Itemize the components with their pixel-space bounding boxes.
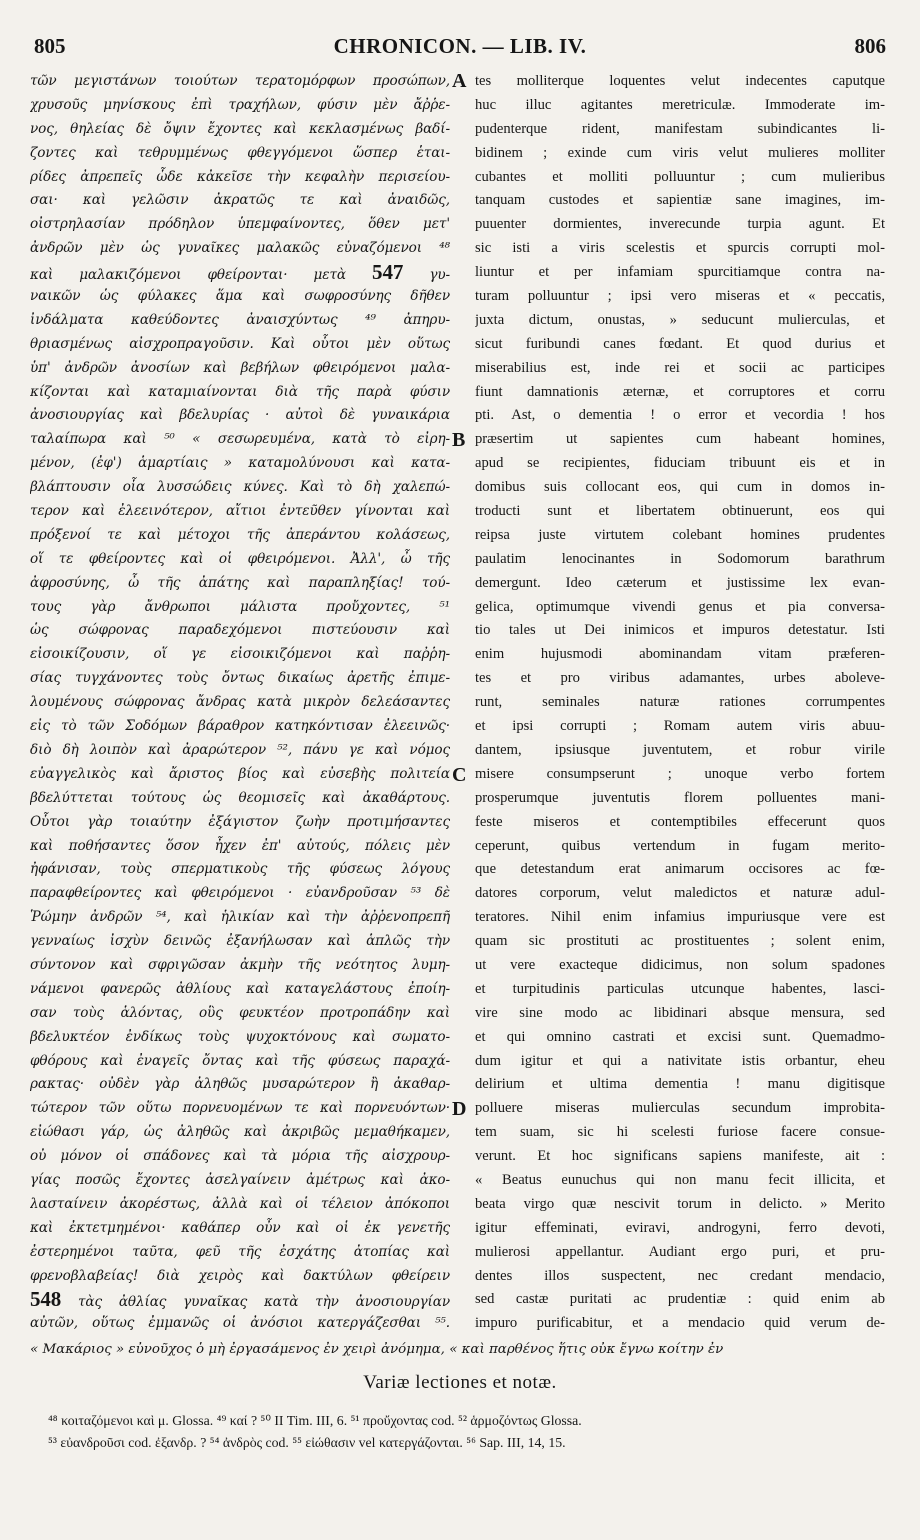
greek-text-line: βδελυκτέον ἐνδίκως τοὺς ψυχοκτόνους καὶ σωματο-: [30, 1028, 450, 1045]
latin-text-line: datores corporum, velut maledictos et naturæ adul-: [475, 885, 885, 902]
greek-text-line: ρακτας· οὐδὲν γὰρ ἀληθῶς μυσαρώτερον ἢ ἀκαθαρ-: [30, 1076, 450, 1093]
greek-text-line: ταλαίπωρα καὶ ⁵⁰ « σεσωρευμένα, κατὰ τὸ εἰρη-: [30, 431, 450, 448]
greek-text-line: διὸ δὴ λοιπὸν καὶ ἀραρώτερον ⁵², πάνυ γε καὶ νόμος: [30, 741, 450, 758]
latin-text-line: fiunt damnationis æternæ, et corruptores et corru: [475, 383, 885, 400]
greek-text-line: καὶ μαλακιζόμενοι φθείρονται· μετὰ 547 γυ-: [30, 261, 450, 285]
page-number-right: 806: [854, 34, 886, 58]
greek-text-line: σαι· καὶ γελῶσιν ἀκρατῶς τε καὶ ἀναιδῶς,: [30, 192, 450, 209]
greek-text-line: ναικῶν ὡς φύλακες ἅμα καὶ σωφροσύνης δῆθεν: [30, 288, 450, 305]
greek-text-line: βδελύττεται τούτους ὡς θεομισεῖς καὶ ἀκαθάρτους.: [30, 789, 450, 806]
latin-text-line: dentes illos suspectent, nec credant mendacio,: [475, 1267, 885, 1284]
latin-text-line: runt, seminales naturæ rationes corrumpentes: [475, 694, 885, 711]
greek-text-line: τώτερον τῶν οὕτω πορνευομένων τε καὶ πορνευόντων·: [30, 1100, 450, 1117]
latin-text-line: tes molliterque loquentes velut indecentes caputque: [475, 73, 885, 89]
greek-text-line: ὡς σώφρονας παραδεχόμενοι πιστεύουσιν καὶ: [30, 622, 450, 639]
greek-text-line: νος, θηλείας δὲ ὄψιν ἔχοντες καὶ κεκλασμένως βαδί-: [30, 120, 450, 137]
latin-text-line: paulatim lenocinantes in Sodomorum barathrum: [475, 550, 885, 567]
latin-text-line: apud se recipientes, fiduciam tribuunt eis et in: [475, 455, 885, 472]
greek-text-line: μένον, (ἐφ') ἁμαρτίαις » καταμολύνουσι καὶ κατα-: [30, 455, 450, 472]
latin-text-line: sic isti a viris scelestis et spurcis corrupti mol-: [475, 240, 885, 257]
latin-text-line: prosperumque juventutis florem polluentes mani-: [475, 789, 885, 806]
latin-text-line: gelica, optimumque vivendi genus et pia conversa-: [475, 598, 885, 615]
greek-text-line: οὐ μόνον οἱ σπάδονες καὶ τὰ μόρια τῆς αἰσχρουρ-: [30, 1148, 450, 1165]
latin-text-line: tanquam custodes et sapientiæ sane imagines, im-: [475, 192, 885, 209]
latin-text-line: polluere miseras mulierculas secundum improbita-: [475, 1100, 885, 1117]
greek-text-line: σύντονον καὶ σφριγῶσαν ἀκμὴν τῆς νεότητος λυμη-: [30, 956, 450, 973]
greek-text-line: γενναίως ἰσχὺν δεινῶς ἐξανήλωσαν καὶ ἁπλῶς τὴν: [30, 933, 450, 950]
greek-text-line: Ῥώμην ἀνδρῶν ⁵⁴, καὶ ἡλικίαν καὶ τὴν ἀῤῥενοπρεπῆ: [30, 909, 450, 926]
greek-text-line: εἰς τὸ τῶν Σοδόμων βάραθρον κατηκόντισαν ἐλεεινῶς·: [30, 718, 450, 735]
greek-text-line: πρόξενοί τε καὶ μέτοχοι τῆς ἀπεράντου κολάσεως,: [30, 526, 450, 543]
latin-text-line: teratores. Nihil enim infamius impuriusque vere est: [475, 909, 885, 926]
greek-text-line: κίζονται καὶ καταμιαίνονται διὰ τῆς παρὰ φύσιν: [30, 383, 450, 400]
latin-text-line: et turpitudinis particulas utcunque habentes, lasci-: [475, 980, 885, 997]
greek-text-line: εὐαγγελικὸς καὶ ἄριστος βίος καὶ εὐσεβὴς πολιτεία: [30, 765, 450, 782]
greek-text-line: καὶ ἐκτετμημένοι· καθάπερ οὖν καὶ οἱ ἐκ γενετῆς: [30, 1219, 450, 1236]
greek-text-line: ἀφροσύνης, ὦ τῆς ἀπάτης καὶ παραπληξίας! τού-: [30, 574, 450, 591]
latin-text-line: misere consumpserunt ; unoque verbo fortem: [475, 765, 885, 782]
latin-text-line: ceperunt, quibus vertendum in fugam merito-: [475, 837, 885, 854]
greek-text-line: τους γὰρ ἄνθρωποι μάλιστα προὔχοντες, ⁵¹: [30, 598, 450, 615]
latin-text-line: dantem, ipsiusque juventutem, et robur virile: [475, 741, 885, 758]
greek-text-line: 548 τὰς ἀθλίας γυναῖκας κατὰ τὴν ἀνοσιουργίαν: [30, 1288, 450, 1312]
latin-text-line: quam sic prostituti ac prostituentes ; solent enim,: [475, 933, 885, 950]
greek-text-line: ἀνοσιουργίας καὶ βδελυρίας · αὐτοὶ δὲ γυναικάρια: [30, 407, 450, 424]
greek-text-line: ρίδες ἀπρεπεῖς ὧδε κἀκεῖσε τὴν κεφαλὴν περισείου-: [30, 168, 450, 185]
greek-text-line: λασταίνειν ἀκορέστως, ἀλλὰ καὶ οἱ τέλειον ἀπόκοποι: [30, 1195, 450, 1212]
latin-text-line: vire sine modo ac libidinari absque mensura, sed: [475, 1004, 885, 1021]
greek-text-line: ἰνδάλματα καθεύδοντες ἀναισχύντως ⁴⁹ ἀπηρυ-: [30, 311, 450, 328]
latin-text-line: præsertim ut sapientes cum habeant homines,: [475, 431, 885, 448]
latin-text-line: tes et pro viribus adamantes, urbes aboleve-: [475, 670, 885, 687]
latin-text-line: dum igitur et qui a nativitate istis orbantur, eheu: [475, 1052, 885, 1069]
latin-text-line: pti. Ast, o dementia ! o error et vecordia ! hos: [475, 407, 885, 424]
column-number: 547: [372, 261, 404, 285]
page-header: [34, 34, 886, 62]
greek-text-line: σίας τυγχάνοντες τοὺς ὄντως δικαίως ἀρετῆς ἐπιμε-: [30, 670, 450, 687]
footnote-line: ⁵³ εὐανδροῦσι cod. ἐξανδρ. ? ⁵⁴ ἀνδρὸς cod. ⁵⁵ εἰώθασιν vel κατεργάζονται. ⁵⁶ Sap. III, 14, 15.: [48, 1435, 566, 1450]
latin-text-line: puuenter dormientes, inverecunde turpia agunt. Et: [475, 216, 885, 233]
notes-title: Variæ lectiones et notæ.: [363, 1372, 557, 1393]
section-marker-c: C: [452, 764, 467, 786]
greek-text-line: ἐστερημένοι ταῦτα, φεῦ τῆς ἐσχάτης ἀτοπίας καὶ: [30, 1243, 450, 1260]
greek-text-line: φθόρους καὶ ἐναγεῖς ὄντας καὶ τῆς φύσεως παραχά-: [30, 1052, 450, 1069]
latin-text-line: et ipsi corrupti ; Romam autem viris abuu-: [475, 718, 885, 735]
greek-text-line: φρενοβλαβείας! διὰ χειρὸς καὶ δακτύλων φθείρειν: [30, 1267, 450, 1284]
latin-text-line: miserabilius est, inde rei et socii ac participes: [475, 359, 885, 376]
column-number: 548: [30, 1288, 62, 1312]
greek-text-line: εἰώθασι γάρ, ὡς ἀληθῶς καὶ ἀκριβῶς μεμαθήκαμεν,: [30, 1124, 450, 1141]
greek-text-line: ἀνδρῶν μὲν ὡς γυναῖκες μαλακῶς εὐναζόμενοι ⁴⁸: [30, 240, 450, 257]
greek-text-line: αὐτῶν, οὕτως ἐμμανῶς οἱ ἀνόσιοι κατεργάζεσθαι ⁵⁵.: [30, 1315, 450, 1332]
greek-text-line: βλάπτουσιν οἷα λυσσώδεις κύνες. Καὶ τὸ δὴ χαλεπώ-: [30, 479, 450, 496]
greek-text-line: ὑπ' ἀνδρῶν ἀνοσίων καὶ βεβήλων φθειρόμενοι μαλα-: [30, 359, 450, 376]
latin-text-line: juxta dictum, onustas, » seducunt mulierculas, et: [475, 311, 885, 328]
page-number-left: 805: [34, 34, 66, 58]
latin-text-line: que detestandum erat animarum occisores ac fœ-: [475, 861, 885, 878]
latin-text-line: enim hujusmodi abominandam vitam præferen-: [475, 646, 885, 663]
latin-text-line: delirium et ultima dementia ! manu digitisque: [475, 1076, 885, 1093]
latin-text-line: huc illuc agitantes meretriculæ. Immoderate im-: [475, 96, 885, 113]
latin-text-line: liuntur et per infamiam spurcitiamque contra na-: [475, 264, 885, 281]
latin-text-line: bidinem ; exinde cum viris velut mulieres molliter: [475, 144, 885, 161]
latin-text-line: mulierosi appellantur. Audiant ergo puri, et pru-: [475, 1243, 885, 1260]
greek-text-line: παραφθείροντες καὶ φθειρόμενοι · εὐανδροῦσαν ⁵³ δὲ: [30, 885, 450, 902]
greek-text-line: γίας ποσῶς ἔχοντες ἀσελγαίνειν ἀμέτρως καὶ ἀκο-: [30, 1171, 450, 1188]
greek-text-line: τῶν μεγιστάνων τοιούτων τερατομόρφων προσώπων,: [30, 73, 450, 89]
footnotes: [48, 1410, 880, 1454]
greek-text-line: λουμένους σώφρονας ἄνδρας κατὰ μικρὸν δελεάσαντες: [30, 694, 450, 711]
running-title: CHRONICON. — LIB. IV.: [333, 34, 587, 58]
section-marker-d: D: [452, 1098, 467, 1120]
latin-text-line: turam polluuntur ; ipsi vero miseras et « peccatis,: [475, 288, 885, 305]
greek-text-line: εἰσοικίζουσιν, οἵ γε εἰσοικιζόμενοι καὶ παῤῥη-: [30, 646, 450, 663]
latin-text-line: « Beatus eunuchus qui non manu fecit illicita, et: [475, 1171, 885, 1188]
latin-text-line: pudenterque rident, manifestam subindicantes li-: [475, 120, 885, 137]
latin-text-line: reipsa juste virtutem colebant homines prudentes: [475, 526, 885, 543]
greek-text-line: ζοντες καὶ τεθρυμμένως φθεγγόμενοι ὥσπερ ἑται-: [30, 144, 450, 161]
latin-text-line: feste miseros et contemptibiles effecerunt quos: [475, 813, 885, 830]
greek-text-line: καὶ ποθήσαντες ὅσον ἦχεν ἐπ' αὐτούς, πόλεις μὲν: [30, 837, 450, 854]
latin-text-line: troducti sunt et libertatem obtinuerunt, eos qui: [475, 503, 885, 520]
footnote-line: ⁴⁸ κοιταζόμενοι καὶ μ. Glossa. ⁴⁹ καί ? ⁵⁰ II Tim. III, 6. ⁵¹ προὔχοντας cod. ⁵² ἁρμοζόντως Glossa.: [48, 1413, 582, 1428]
greek-text-line: οἰστρηλασίαν πρόδηλον ὑπεμφαίνοντες, ὅθεν μετ': [30, 216, 450, 233]
latin-text-line: sed castæ puritati ac prudentiæ : quid enim ab: [475, 1291, 885, 1308]
latin-text-line: demergunt. Ideo cæterum et justissime lex evan-: [475, 574, 885, 591]
latin-text-line: tio tales ut Dei inimicos et impuros detestatur. Isti: [475, 622, 885, 639]
latin-text-line: impuro purificabitur, et a mendacio quid verum de-: [475, 1315, 885, 1332]
latin-text-line: tem suam, sic hi scelesti furiose facere consue-: [475, 1124, 885, 1141]
greek-text-line: νάμενοι φανερῶς ἀθλίους καὶ καταγελάστους ἐποίη-: [30, 980, 450, 997]
greek-text-line: σαν τοὺς ἁλόντας, οὓς φευκτέον προτροπάδην καὶ: [30, 1004, 450, 1021]
latin-text-line: ut vere exacteque didicimus, non solum spadones: [475, 956, 885, 973]
greek-text-line: οἵ τε φθείροντες καὶ οἱ φθειρόμενοι. Ἀλλ', ὦ τῆς: [30, 550, 450, 567]
latin-text-line: domibus suis collocant eos, qui cum in domos in-: [475, 479, 885, 496]
greek-text-line: θριασμένως αἰσχροπραγοῦσιν. Καὶ οὗτοι μὲν οὕτως: [30, 335, 450, 352]
section-marker-a: A: [452, 70, 467, 92]
greek-text-line: χρυσοῦς μηνίσκους ἐπὶ τραχήλων, φύσιν μὲν ἄῤῥε-: [30, 96, 450, 113]
latin-text-line: beata virgo quæ nescivit torum in delicto. » Merito: [475, 1195, 885, 1212]
latin-text-line: et qui omnino castrati et excisi sunt. Quemadmo-: [475, 1028, 885, 1045]
latin-text-line: verunt. Et hoc significans sapiens manifeste, ait :: [475, 1148, 885, 1165]
full-width-quote: « Μακάριος » εὐνοῦχος ὁ μὴ ἐργασάμενος ἐν χειρὶ ἀνόμημα, « καὶ παρθένος ἥτις οὐκ ἔγνω κοίτην ἐν: [30, 1342, 724, 1357]
latin-text-line: igitur effeminati, eviravi, androgyni, ferro devoti,: [475, 1219, 885, 1236]
greek-text-line: τερον καὶ ἐλεεινότερον, αἴτιοι ἐντεῦθεν γίνονται καὶ: [30, 503, 450, 520]
greek-column: [30, 70, 450, 1332]
greek-text-line: ἠφάνισαν, τοὺς σπερματικοὺς τῆς φύσεως λόγους: [30, 861, 450, 878]
section-marker-b: B: [452, 429, 466, 451]
latin-text-line: sicut furibundi canes fœdant. Et quod durius et: [475, 335, 885, 352]
latin-text-line: cubantes et molliti polluuntur ; cum mulieribus: [475, 168, 885, 185]
greek-text-line: Οὗτοι γὰρ τοιαύτην ἐξάγιστον ζωὴν προτιμήσαντες: [30, 813, 450, 830]
latin-column: [475, 70, 885, 1332]
